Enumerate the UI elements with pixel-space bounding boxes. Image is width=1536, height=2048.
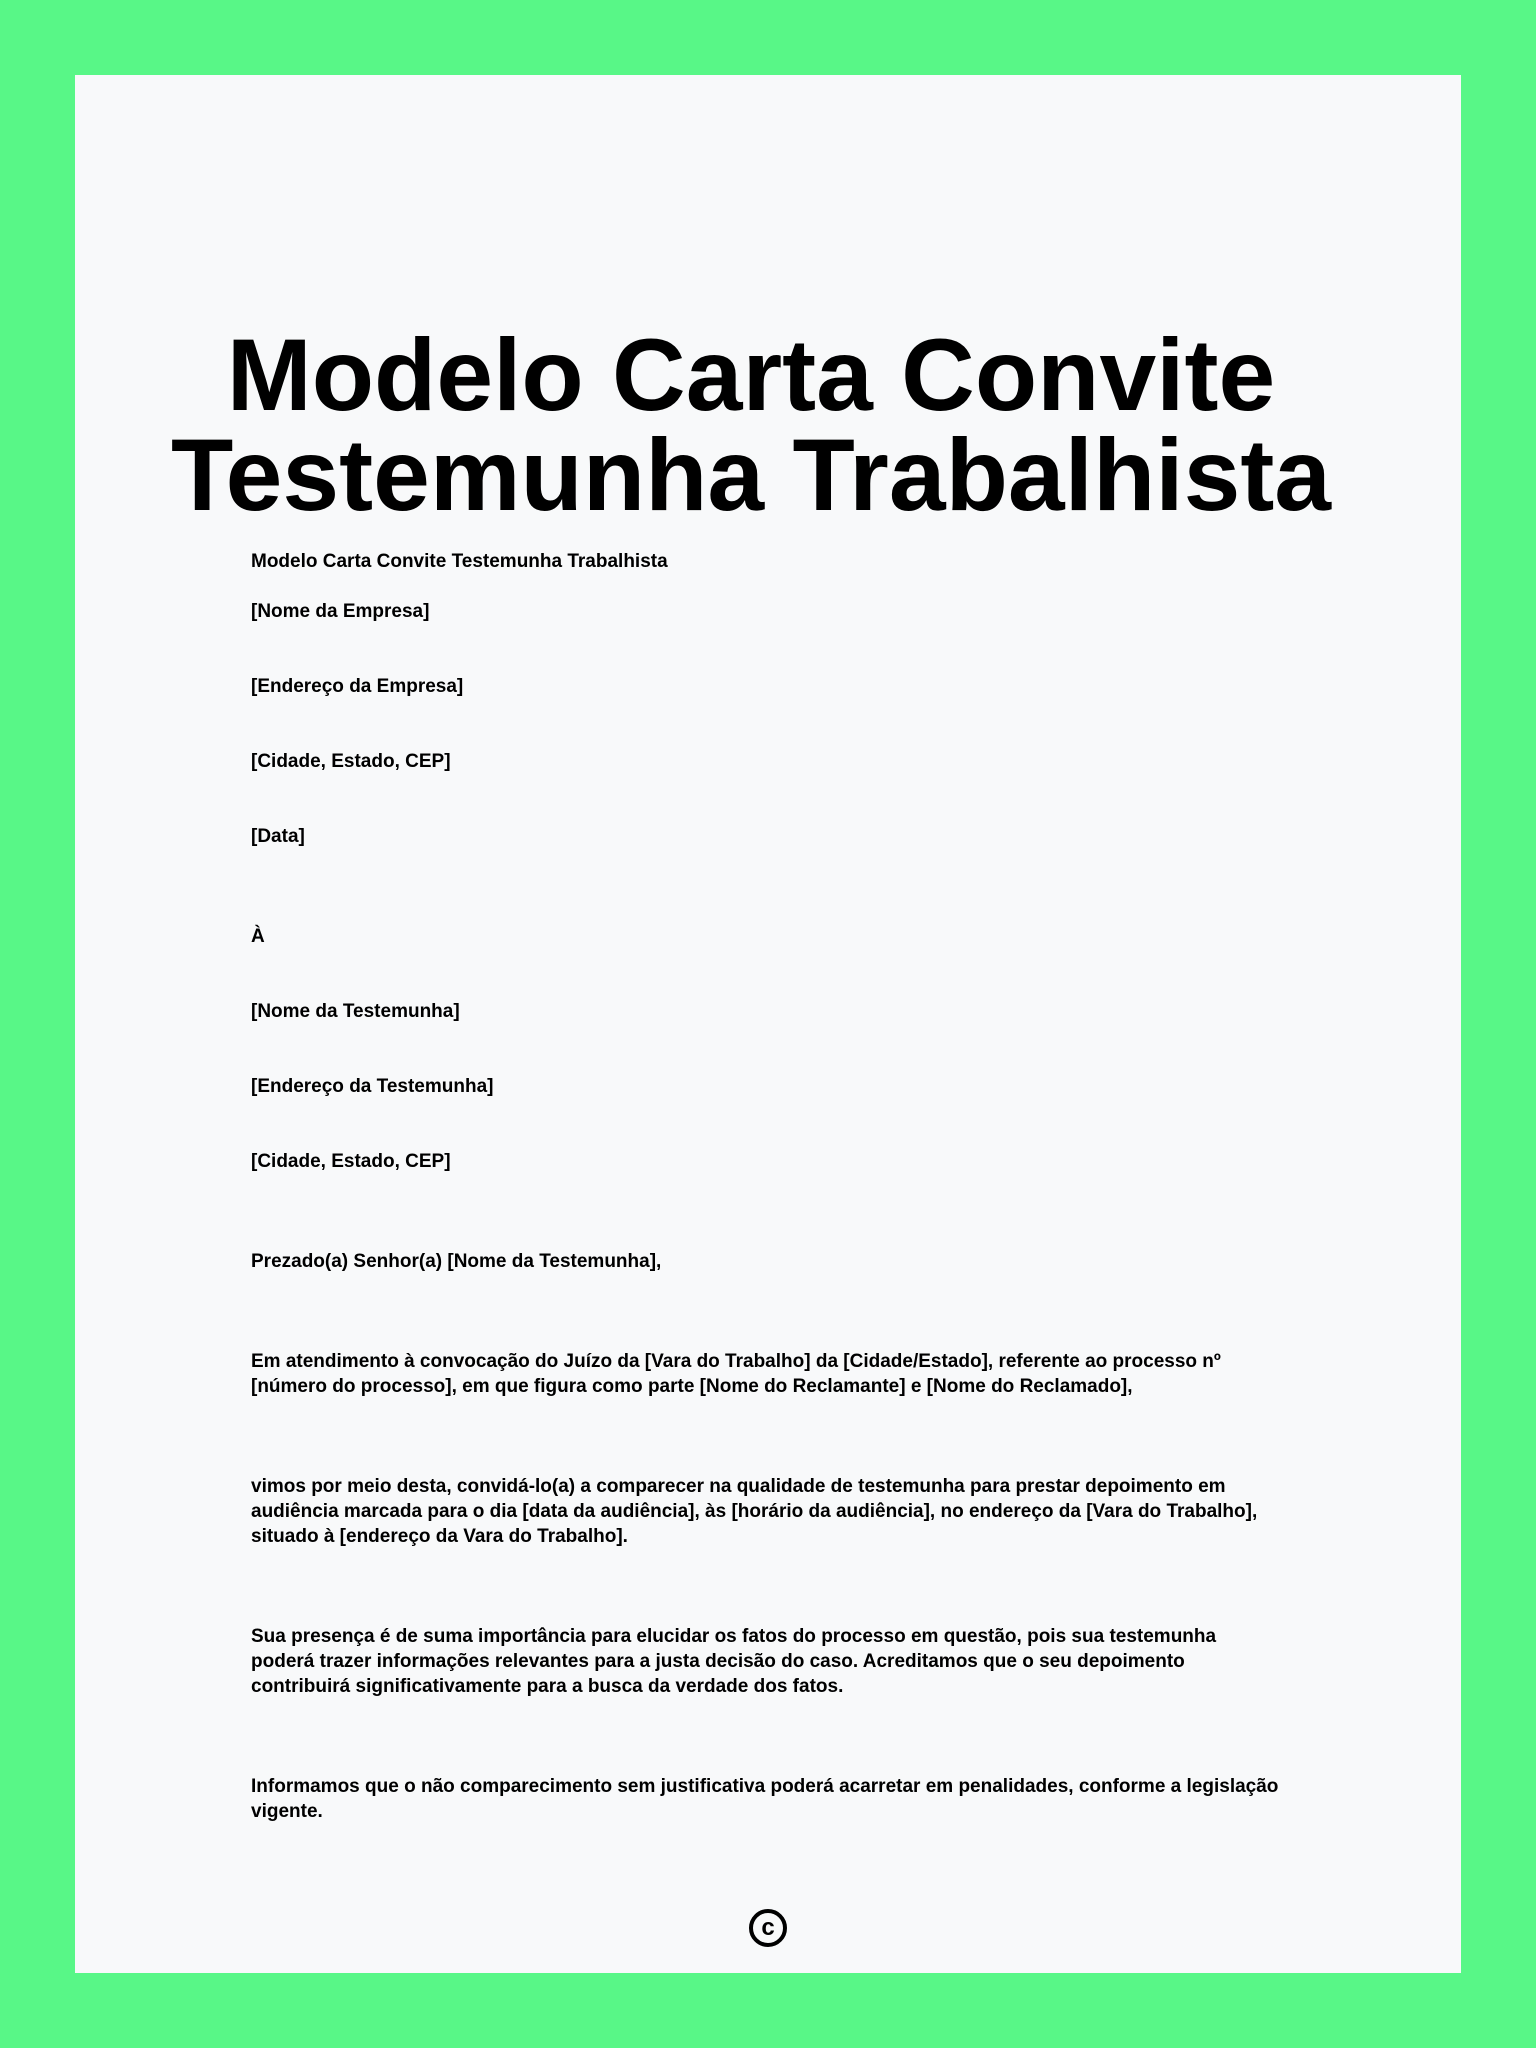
recipient-witness-address: [Endereço da Testemunha] — [251, 1076, 494, 1097]
sender-company-name: [Nome da Empresa] — [251, 601, 430, 622]
recipient-to: À — [251, 926, 265, 947]
paragraph-importance: Sua presença é de suma importância para elucidar os fatos do processo em questão, pois sua testemunha poderá trazer informações relevantes para a justa decisão do caso. Acreditamos que o seu depoimento contribuirá significativamente para a busca da verdade dos fatos. — [251, 1626, 1217, 1697]
paragraph-penalties: Informamos que o não comparecimento sem justificativa poderá acarretar em penalidades, conforme a legislação vigente. — [251, 1776, 1279, 1822]
paragraph-invitation: vimos por meio desta, convidá-lo(a) a comparecer na qualidade de testemunha para prestar depoimento em audiência marcada para o dia [data da audiência], às [horário da audiência], no endereço da [Vara do Trabalho], situado à [endereço da Vara do Trabalho]. — [251, 1476, 1258, 1547]
title-line-2: Testemunha Trabalhista — [170, 418, 1332, 532]
document-page — [75, 75, 1461, 1973]
title-line-1: Modelo Carta Convite — [226, 318, 1276, 432]
salutation: Prezado(a) Senhor(a) [Nome da Testemunha], — [251, 1251, 662, 1272]
recipient-city-state-zip: [Cidade, Estado, CEP] — [251, 1151, 451, 1172]
page-title — [75, 318, 1461, 532]
letter-date: [Data] — [251, 826, 305, 847]
sender-company-address: [Endereço da Empresa] — [251, 676, 464, 697]
letter-heading: Modelo Carta Convite Testemunha Trabalhista — [251, 551, 668, 572]
recipient-witness-name: [Nome da Testemunha] — [251, 1001, 460, 1022]
sender-city-state-zip: [Cidade, Estado, CEP] — [251, 751, 451, 772]
copyright-icon: c — [749, 1909, 787, 1947]
paragraph-convocation: Em atendimento à convocação do Juízo da [Vara do Trabalho] da [Cidade/Estado], referente ao processo nº [número do processo], em que figura como parte [Nome do Reclamante] e [Nome do Reclamado], — [251, 1351, 1221, 1397]
